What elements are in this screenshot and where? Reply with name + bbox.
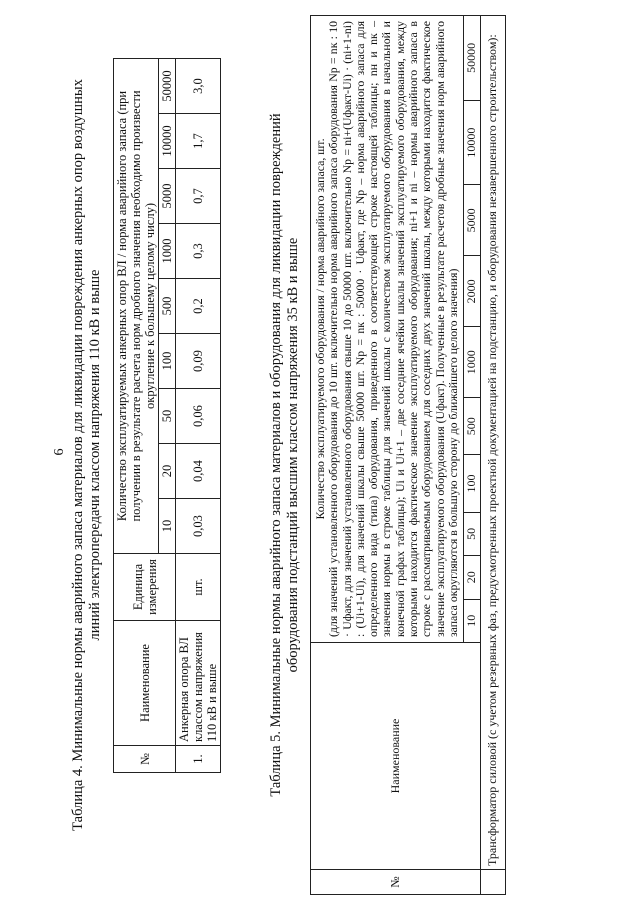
table4-row-value: 0,04 — [176, 444, 221, 499]
table5-row-name: Трансформатор силовой (с учетом резервных фаз, предусмотренных проектной документацией на подстанцию, и оборудования незавершенного строительством): — [480, 16, 505, 870]
table4-caption — [70, 15, 104, 895]
table4-qty-col: 50 — [159, 389, 176, 444]
table4-row-value: 0,06 — [176, 389, 221, 444]
table4-row-name: Анкерная опора ВЛ классом напряжения 110 кВ и выше — [176, 621, 221, 746]
table4-qty-col: 10 — [159, 499, 176, 554]
table4-qty-col: 100 — [159, 334, 176, 389]
table4-caption-line2: линий электропередачи классом напряжения 110 кВ и выше — [87, 269, 103, 641]
table4-header-no: № — [114, 746, 176, 773]
table-row — [176, 59, 221, 773]
table4-qty-col: 5000 — [159, 169, 176, 224]
table4-header-name: Наименование — [114, 621, 176, 746]
table4-row-value: 0,2 — [176, 279, 221, 334]
table5-caption-line2: оборудования подстанций высшим классом напряжения 35 кВ и выше — [285, 237, 301, 673]
table4-row-value: 3,0 — [176, 59, 221, 114]
table4-caption-line1: Таблица 4. Минимальные нормы аварийного запаса материалов для ликвидации повреждения анкерных опор воздушных — [70, 79, 86, 831]
table4-row-value: 0,3 — [176, 224, 221, 279]
table4 — [113, 58, 221, 773]
table5-qty-col: 10 — [464, 599, 481, 642]
table4-qty-col: 1000 — [159, 224, 176, 279]
table5-qty-col: 500 — [464, 398, 481, 455]
table5-header-qty-title: Количество эксплуатируемого оборудования / норма аварийного запаса, шт. — [313, 138, 327, 520]
table4-row-value: 0,03 — [176, 499, 221, 554]
table4-row-value: 1,7 — [176, 114, 221, 169]
table5-header-no: № — [311, 870, 481, 895]
table5-caption — [268, 15, 302, 895]
rotated-page-content — [70, 15, 640, 895]
table5-header-qty-formula: (для значений установленного оборудования до 10 шт. включительно норма аварийного запаса оборудования Nр = nк : 10 · Uфакт, для значений установленного оборудования свыше 10 до 50000 шт. включительно Nр = ni+(Uфакт-Ui) · (ni+1-ni) : (Ui+1-Ui), для значений шкалы свыше 50000 шт. Nр = nк : 50000 · Uфакт, где Nр – норма аварийного запаса для определенного вида (типа) оборудования, приведенного в соответствующей строке настоящей таблицы; nн и nк – значения нормы в строке таблицы для значений шкалы с количеством эксплуатируемого оборудования в начальной и конечной графах таблицы); Ui и Ui+1 – две соседние ячейки шкалы значений эксплуатируемого оборудования, между которыми находится фактическое значение эксплуатируемого оборудования; ni+1 и ni – нормы аварийного запаса в строке с рассматриваемым оборудованием для соседних двух значений шкалы, между которыми находится фактическое значение эксплуатируемого оборудования (Uфакт). Полученные в результате расчетов дробные значения норм аварийного запаса округляются в большую сторону до ближайшего целого значения) — [326, 21, 460, 637]
table5-qty-col: 50 — [464, 512, 481, 555]
table5-qty-col: 100 — [464, 455, 481, 512]
table4-qty-col: 20 — [159, 444, 176, 499]
page-number: 6 — [52, 448, 67, 456]
table5-qty-col: 1000 — [464, 327, 481, 398]
table5-qty-col: 10000 — [464, 100, 481, 185]
table4-row-value: 0,09 — [176, 334, 221, 389]
table5-caption-line1: Таблица 5. Минимальные нормы аварийного запаса материалов и оборудования для ликвидации повреждений — [268, 113, 284, 797]
table4-row-value: 0,7 — [176, 169, 221, 224]
table-row — [480, 16, 505, 895]
table5 — [310, 15, 506, 895]
table4-row-no: 1. — [176, 746, 221, 773]
table4-header-qty: Количество эксплуатируемых анкерных опор ВЛ / норма аварийного запаса (при получении в результате расчета норм дробного значения необходимо произвести округление к большему целому числу) — [114, 59, 159, 554]
table5-qty-col: 2000 — [464, 256, 481, 327]
table4-header-unit: Единица измерения — [114, 554, 176, 621]
table5-qty-col: 20 — [464, 556, 481, 599]
table4-qty-col: 500 — [159, 279, 176, 334]
table5-header-name: Наименование — [311, 643, 481, 870]
table5-row-no — [480, 870, 505, 895]
table5-qty-col: 5000 — [464, 185, 481, 256]
table4-row-unit: шт. — [176, 554, 221, 621]
table4-qty-col: 10000 — [159, 114, 176, 169]
table5-header-qty — [311, 16, 464, 643]
table4-qty-col: 50000 — [159, 59, 176, 114]
table5-qty-col: 50000 — [464, 16, 481, 101]
